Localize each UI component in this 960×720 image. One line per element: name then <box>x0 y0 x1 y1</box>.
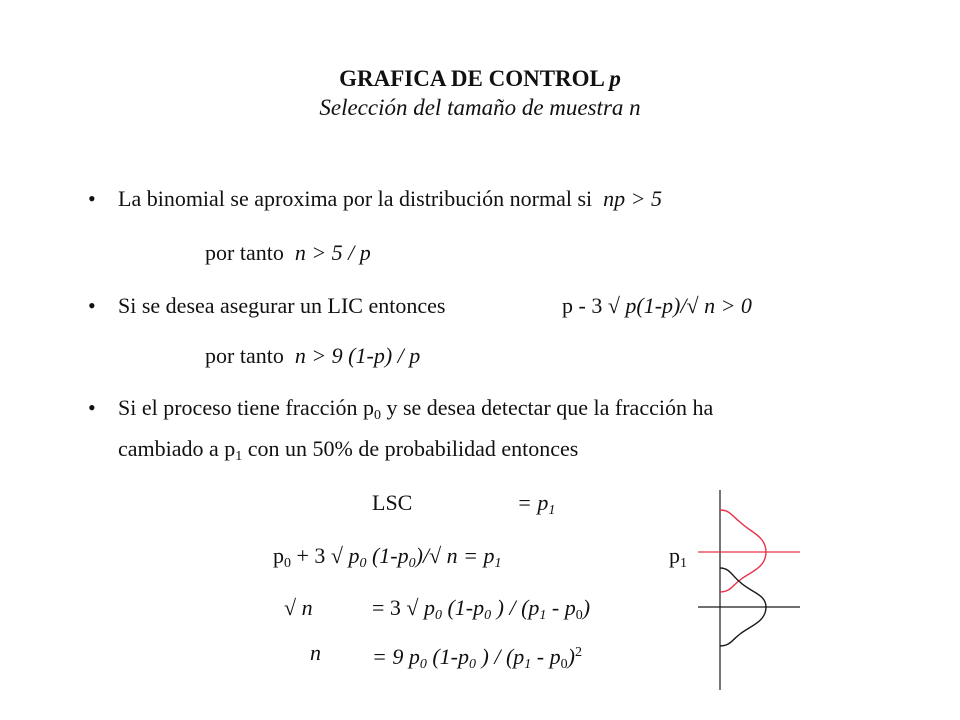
eq2-term: (1-p <box>366 543 409 568</box>
subscript: 1 <box>548 503 556 518</box>
eq2-p: p <box>273 543 284 568</box>
eq2-p0: p <box>348 543 360 568</box>
eq3-minus: - p <box>546 595 576 620</box>
eq4-p0: p <box>408 644 420 669</box>
consequence-2-formula: n > 9 (1-p) / p <box>294 343 421 368</box>
bullet-2-text: Si se desea asegurar un LIC entonces <box>118 293 446 318</box>
bullet-3-line-2 <box>118 436 578 470</box>
bullet-1-formula: np > 5 <box>603 186 662 211</box>
subscript: 0 <box>575 608 583 623</box>
graph-p1-label <box>669 543 687 577</box>
eq2-plus: + 3 √ <box>291 543 349 568</box>
bullet-3-line-2-a: cambiado a p <box>118 436 236 461</box>
subscript: 0 <box>359 556 367 571</box>
eq3-lhs: √ n <box>284 595 313 620</box>
equation-4-lhs <box>310 640 321 666</box>
consequence-1-formula: n > 5 / p <box>294 240 371 265</box>
consequence-2-prefix: por tanto <box>205 343 284 368</box>
equation-3-lhs <box>284 595 313 621</box>
equation-4-rhs <box>372 640 582 678</box>
consequence-1 <box>205 240 371 266</box>
subscript: 0 <box>284 556 291 571</box>
bullet-2-formula-plain: p - 3 √ <box>562 293 620 318</box>
eq3-p0: p <box>423 595 435 620</box>
eq4-close: ) <box>567 644 575 669</box>
bullet-2-formula <box>562 293 752 319</box>
bullet-3-line-1-b: y se desea detectar que la fracción ha <box>380 395 714 420</box>
subscript: 0 <box>434 608 442 623</box>
subscript: 1 <box>494 556 502 571</box>
bullet-3-line-2-b: con un 50% de probabilidad entonces <box>242 436 579 461</box>
subscript: 0 <box>373 408 381 423</box>
eq2-rhs: )/√ n = p <box>415 543 495 568</box>
equation-lsc-rhs <box>517 490 555 524</box>
bullet-1-text <box>118 186 662 212</box>
eq4-minus: - p <box>531 644 561 669</box>
subscript: 0 <box>419 657 427 672</box>
equation-lsc-label: LSC <box>372 490 413 515</box>
subscript: 1 <box>524 657 532 672</box>
consequence-2 <box>205 343 420 369</box>
bullet-2-formula-italic: p(1-p)/√ n > 0 <box>625 293 752 318</box>
subscript: 1 <box>539 608 547 623</box>
bullet-3-symbol: • <box>88 395 96 420</box>
eq4-div: ) / (p <box>476 644 525 669</box>
eq4-term: (1-p <box>426 644 470 669</box>
bullet-3-line-1 <box>118 395 713 429</box>
eq3-term: (1-p <box>441 595 485 620</box>
subscript: 1 <box>680 556 687 571</box>
page-title <box>0 65 960 93</box>
upper-distribution-curve <box>720 510 766 592</box>
subscript: 0 <box>484 608 492 623</box>
distribution-sketch <box>690 490 810 690</box>
bullet-1-symbol: • <box>88 186 96 211</box>
consequence-1-prefix: por tanto <box>205 240 284 265</box>
bullet-2-symbol: • <box>88 293 96 318</box>
equation-2 <box>273 543 502 577</box>
title-text: GRAFICA DE CONTROL <box>339 66 604 91</box>
bullet-1-sentence: La binomial se aproxima por la distribución normal si <box>118 186 593 211</box>
subscript: 0 <box>408 556 416 571</box>
eq3-div: ) / (p <box>491 595 540 620</box>
page-subtitle: Selección del tamaño de muestra n <box>319 95 641 120</box>
exponent: 2 <box>574 645 582 660</box>
subscript: 1 <box>235 449 243 464</box>
eq4-lhs: n <box>310 640 321 665</box>
equation-3-rhs <box>372 595 590 629</box>
lsc-rhs: = p <box>517 490 549 515</box>
eq3-a: = 3 √ <box>372 595 424 620</box>
title-variable: p <box>609 66 621 91</box>
subscript: 0 <box>469 657 477 672</box>
bullet-3-line-1-a: Si el proceso tiene fracción p <box>118 395 374 420</box>
eq3-close: ) <box>582 595 591 620</box>
eq4-a: = 9 <box>372 644 409 669</box>
graph-label: p <box>669 543 680 568</box>
subscript: 0 <box>560 657 568 672</box>
